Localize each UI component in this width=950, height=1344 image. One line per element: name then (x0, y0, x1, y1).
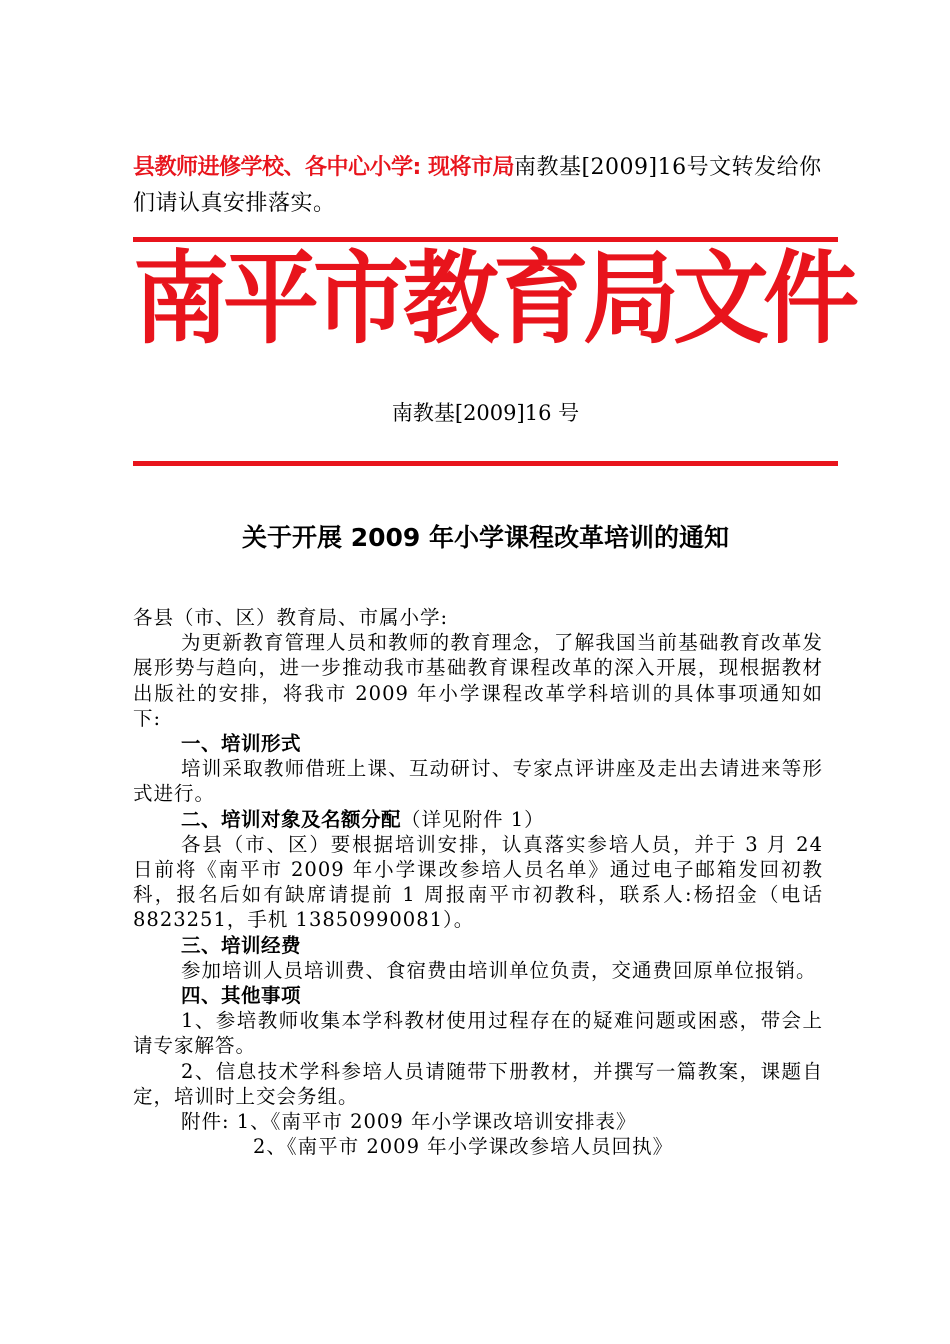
forwarding-note-red: 县教师进修学校、各中心小学: 现将市局 (133, 155, 514, 180)
section-heading-2-suffix: （详见附件 1） (401, 807, 545, 831)
section-heading-4 (133, 983, 823, 1008)
intro-paragraph: 为更新教育管理人员和教师的教育理念，了解我国当前基础教育改革发展形势与趋向，进一步推动我市基础教育课程改革的深入开展，现根据教材出版社的安排，将我市 2009 年小学课程改革学科培训的具体事项通知如下: (133, 631, 823, 730)
section-heading-3-text: 三、培训经费 (181, 933, 302, 957)
section-heading-3 (133, 933, 823, 958)
section-heading-2-text: 二、培训对象及名额分配 (181, 807, 402, 831)
masthead-title: 南平市教育局文件 (133, 240, 853, 358)
document-number: 南教基[2009]16 号 (391, 401, 580, 425)
forwarding-note-black: 南教基[2009]16号文转发给你们请认真安排落实。 (133, 155, 822, 216)
section-heading-1-text: 一、培训形式 (181, 732, 302, 756)
section-paragraph-2: 各县（市、区）要根据培训安排，认真落实参培人员，并于 3 月 24 日前将《南平市 2009 年小学课改参培人员名单》通过电子邮箱发回初教科，报名后如有缺席请提前 1 周报南平市初教科，联系人:杨招金（电话 8823251，手机 13850990081）。 (133, 832, 823, 932)
section-heading-4-text: 四、其他事项 (181, 984, 302, 1008)
section-heading-2 (133, 807, 823, 832)
masthead-bottom-rule (133, 461, 838, 466)
section-heading-1 (133, 731, 823, 756)
notice-body (133, 605, 823, 1159)
attachment-2: 2、《南平市 2009 年小学课改参培人员回执》 (253, 1135, 674, 1159)
section-item-2: 2、信息技术学科参培人员请随带下册教材，并撰写一篇教案，课题自定，培训时上交会务组。 (133, 1059, 823, 1108)
attachment-1: 附件: 1、《南平市 2009 年小学课改培训安排表》 (181, 1110, 637, 1134)
section-paragraph-3: 参加培训人员培训费、食宿费由培训单位负责，交通费回原单位报销。 (181, 958, 817, 982)
forwarding-note (133, 150, 833, 222)
salutation: 各县（市、区）教育局、市属小学: (133, 606, 449, 629)
section-paragraph-1: 培训采取教师借班上课、互动研讨、专家点评讲座及走出去请进来等形式进行。 (133, 757, 823, 806)
notice-title: 关于开展 2009 年小学课程改革培训的通知 (242, 523, 729, 552)
section-item-1: 1、参培教师收集本学科教材使用过程存在的疑难问题或困惑，带会上请专家解答。 (133, 1009, 823, 1058)
